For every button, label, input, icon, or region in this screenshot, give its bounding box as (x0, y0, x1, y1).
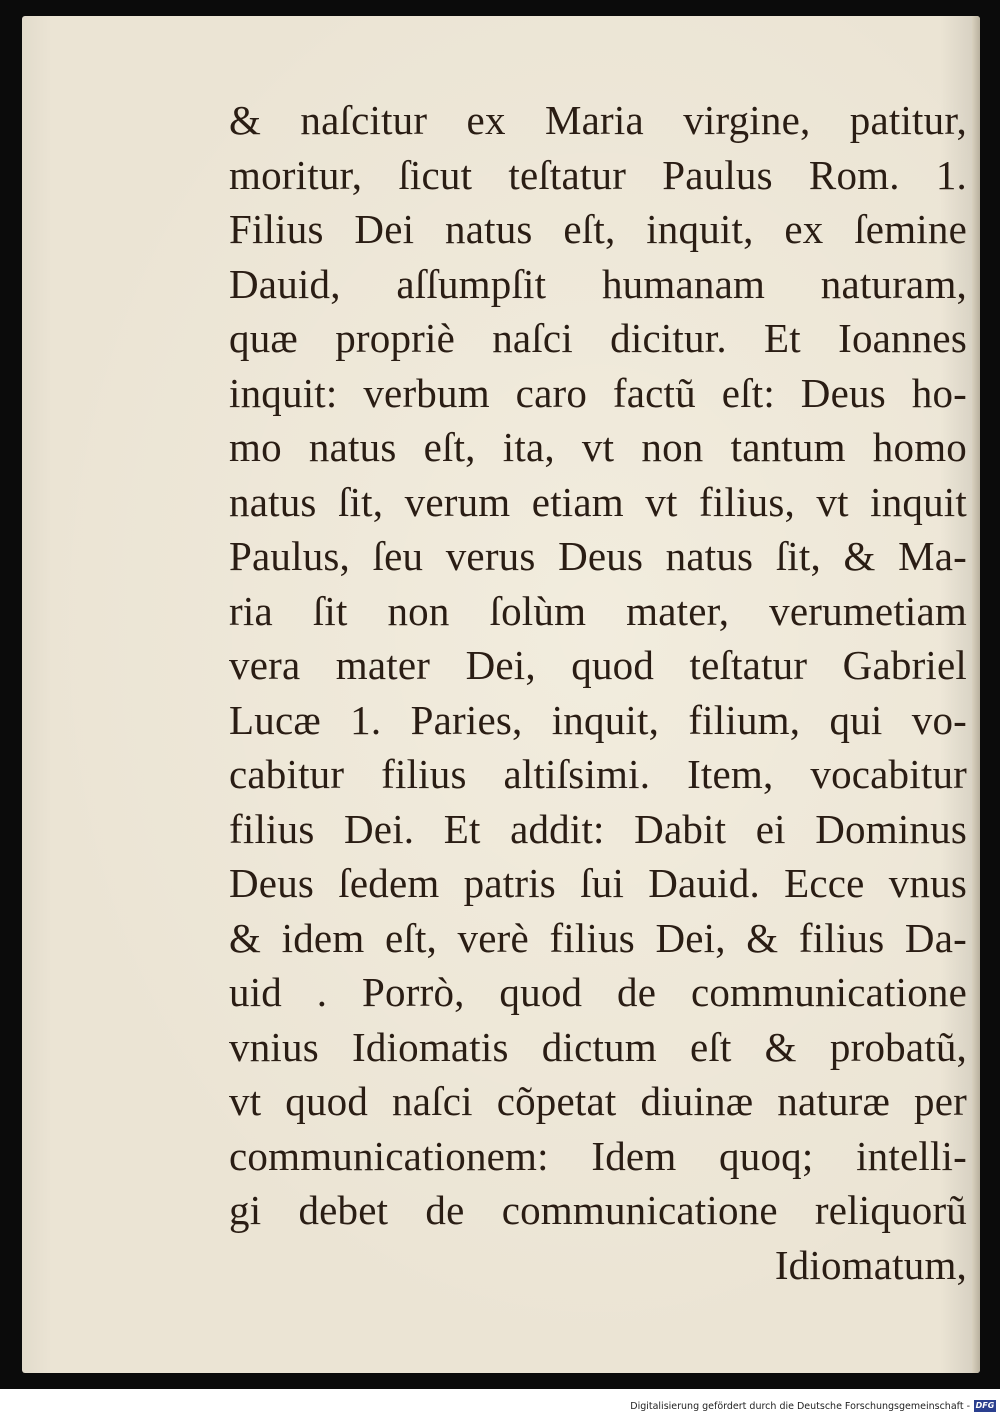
text-line: Lucæ 1. Paries, inquit, filium, qui vo- (229, 696, 967, 743)
text-line: cabitur filius altiſsimi. Item, vocabitur (229, 751, 967, 797)
catchword: Idiomatum, (774, 1241, 967, 1288)
footer-bar (0, 1389, 1000, 1416)
text-line: moritur, ſicut teſtatur Paulus Rom. 1. (229, 151, 967, 198)
text-line: uid . Porrò, quod de communicatione (229, 969, 967, 1015)
text-line: Dauid, aſſumpſit humanam naturam, (229, 260, 967, 307)
funding-credit: Digitalisierung gefördert durch die Deutsche Forschungsgemeinschaft - (630, 1401, 970, 1412)
text-line: inquit: verbum caro factũ eſt: Deus ho- (229, 369, 967, 416)
text-line: Paulus, ſeu verus Deus natus ſit, & Ma- (229, 533, 967, 579)
page-text-block (229, 93, 967, 1292)
text-line: mo natus eſt, ita, vt non tantum homo (229, 424, 967, 470)
page-edge (972, 16, 980, 1373)
text-line: Filius Dei natus eſt, inquit, ex ſemine (229, 206, 967, 252)
text-line: gi debet de communicatione reliquorũ (229, 1187, 967, 1233)
text-line: & idem eſt, verè filius Dei, & filius Da- (229, 914, 967, 961)
book-page (22, 16, 980, 1373)
text-line: vera mater Dei, quod teſtatur Gabriel (229, 642, 967, 688)
text-line: & naſcitur ex Maria virgine, patitur, (229, 97, 967, 143)
text-line: vt quod naſci cõpetat diuinæ naturæ per (229, 1078, 967, 1124)
text-line: natus ſit, verum etiam vt filius, vt inquit (229, 478, 967, 525)
dfg-logo-icon: DFG (975, 1401, 995, 1410)
text-line: filius Dei. Et addit: Dabit ei Dominus (229, 805, 967, 852)
text-line: communicationem: Idem quoq; intelli- (229, 1132, 967, 1179)
text-line: vnius Idiomatis dictum eſt & probatũ, (229, 1023, 967, 1070)
text-line: ria ſit non ſolùm mater, verumetiam (229, 587, 967, 634)
text-line: quæ propriè naſci dicitur. Et Ioannes (229, 315, 967, 361)
text-line: Deus ſedem patris ſui Dauid. Ecce vnus (229, 860, 967, 906)
